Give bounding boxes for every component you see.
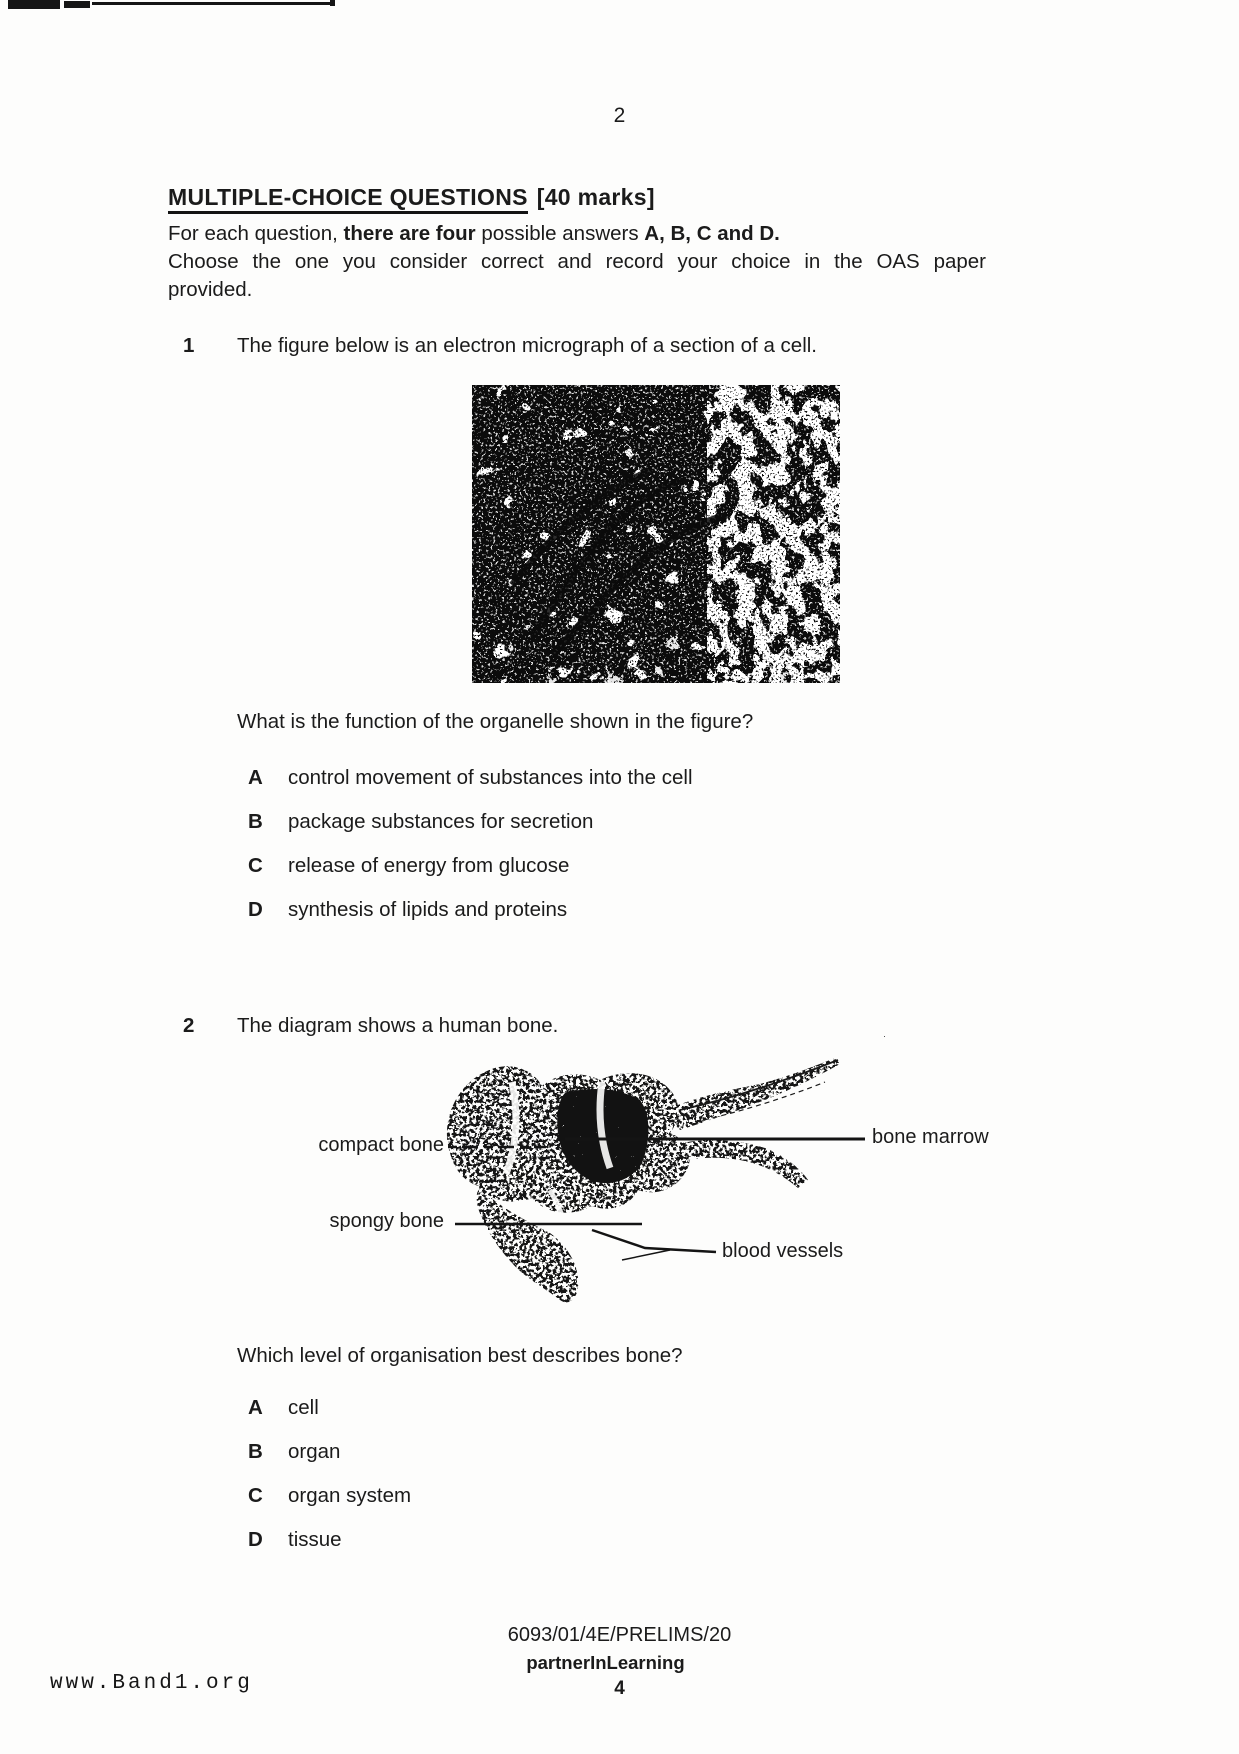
option-text: organ system [288, 1484, 412, 1507]
option-letter: A [248, 1396, 263, 1419]
option-text: organ [288, 1440, 341, 1463]
page-number-top: 2 [613, 104, 626, 127]
section-title: MULTIPLE-CHOICE QUESTIONS [168, 184, 528, 214]
blood-vessels-leader-2 [622, 1250, 670, 1260]
bone-speckle-dots [720, 1030, 800, 1070]
option-text: release of energy from glucose [288, 854, 570, 877]
option-letter: C [248, 854, 263, 877]
instruction-line-2: Choose the one you consider correct and record your choice in the OAS paper [168, 250, 986, 273]
option-text: tissue [288, 1528, 342, 1551]
option-text: control movement of substances into the cell [288, 766, 693, 789]
question-1-option-d [248, 898, 567, 922]
question-1-stem-row [183, 334, 817, 358]
question-1-prompt: What is the function of the organelle shown in the figure? [237, 710, 754, 733]
question-2-number: 2 [183, 1014, 195, 1037]
instr-seg: possible answers [475, 222, 645, 245]
question-1-option-a [248, 766, 693, 790]
option-text: synthesis of lipids and proteins [288, 898, 568, 921]
scan-artifact-line [92, 2, 330, 5]
electron-micrograph-figure [472, 385, 840, 683]
option-letter: C [248, 1484, 263, 1507]
instr-seg: For each question, [168, 222, 344, 245]
blood-vessels-leader [592, 1230, 716, 1252]
option-text: cell [288, 1396, 319, 1419]
instruction-line-3: provided. [168, 278, 253, 301]
question-2-prompt: Which level of organisation best describes bone? [237, 1344, 683, 1367]
footer-paper-code: 6093/01/4E/PRELIMS/20 [507, 1624, 732, 1646]
instr-seg-bold: there are four [343, 222, 476, 245]
bone-speckle-dots [795, 992, 890, 1064]
option-letter: B [248, 810, 263, 833]
question-2-stem: The diagram shows a human bone. [237, 1014, 559, 1037]
option-text: package substances for secretion [288, 810, 594, 833]
question-2-option-d [248, 1528, 342, 1552]
label-blood-vessels: blood vessels [722, 1240, 844, 1262]
option-letter: D [248, 1528, 263, 1551]
label-compact-bone: compact bone [318, 1134, 444, 1156]
section-marks: [40 marks] [536, 184, 655, 210]
instr-seg-bold: A, B, C and D. [644, 222, 780, 245]
option-letter: A [248, 766, 263, 789]
question-2-option-c [248, 1484, 411, 1508]
footer-watermark: www.Band1.org [50, 1672, 253, 1695]
question-1-stem: The figure below is an electron micrograph of a section of a cell. [237, 334, 817, 357]
label-spongy-bone: spongy bone [329, 1210, 444, 1232]
question-1-number: 1 [183, 334, 195, 357]
bone-stipple-mass [430, 1040, 850, 1320]
question-2-option-a [248, 1396, 319, 1420]
scan-artifact-bar [8, 0, 60, 9]
page-number-bottom: 4 [614, 1678, 625, 1699]
scan-artifact-dot [330, 0, 335, 6]
option-letter: B [248, 1440, 263, 1463]
section-heading [168, 184, 655, 211]
electron-micrograph-image [472, 385, 840, 683]
footer-brand-text: partnerInLearning [526, 1652, 685, 1673]
label-bone-marrow: bone marrow [872, 1126, 989, 1148]
question-2-option-b [248, 1440, 340, 1464]
scan-artifact-bar [64, 1, 90, 8]
instruction-line-1 [168, 222, 780, 246]
footer-brand [0, 1652, 1239, 1674]
question-1-option-c [248, 854, 569, 878]
question-1-option-b [248, 810, 593, 834]
option-letter: D [248, 898, 263, 921]
